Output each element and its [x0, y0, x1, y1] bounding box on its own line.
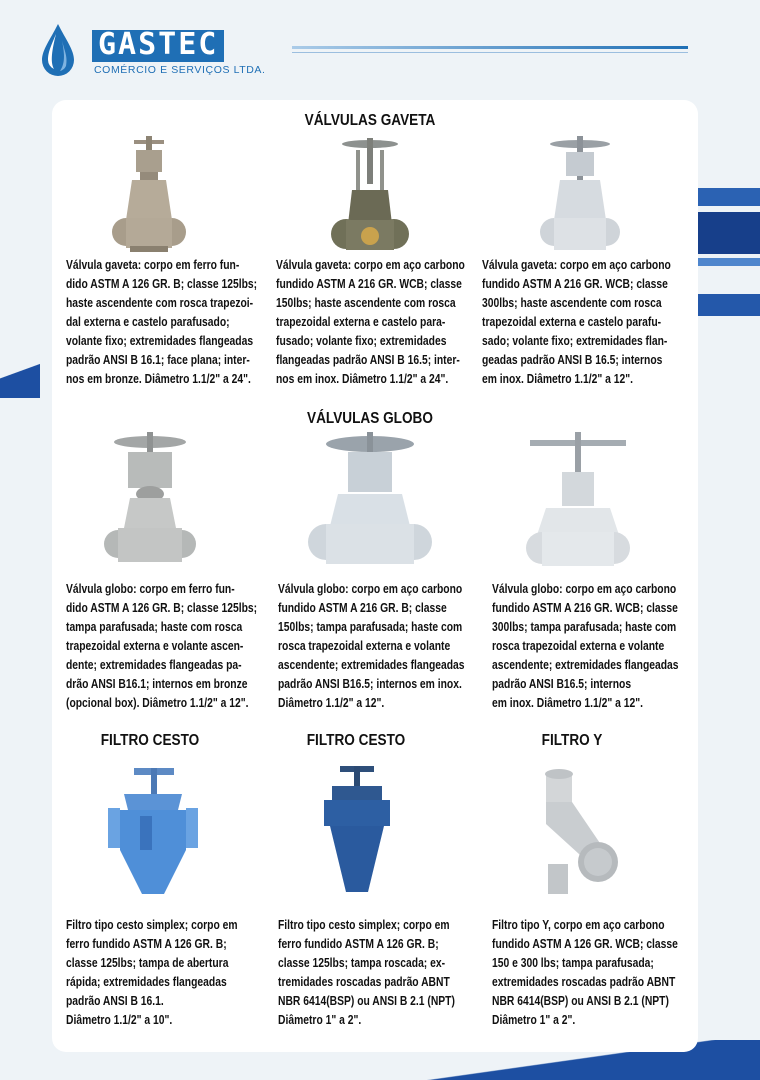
brand-logo: GASTEC	[92, 30, 224, 62]
product-description: Válvula globo: corpo em aço carbono fundido ASTM A 216 GR. B; classe 150lbs; tampa parafusada; haste com rosca trapezoidal externa e volante ascendente; extremidades flangeadas padrão ANSI B16.5; internos em inox. Diâmetro 1.1/2" a 12".	[278, 582, 465, 710]
section-title: FILTRO Y	[541, 732, 603, 749]
globe-valve-carbon-steel-150-icon	[308, 430, 432, 572]
y-strainer-icon	[532, 766, 624, 900]
product-description: Válvula globo: corpo em ferro fun- dido ASTM A 126 GR. B; classe 125lbs; tampa parafusada; haste com rosca trapezoidal externa e volante ascen- dente; extremidades flangeadas pa- drão ANSI B16.1; internos em bronze (opcional box). Diâmetro 1.1/2" a 12".	[66, 582, 258, 710]
water-drop-logo-icon	[40, 22, 76, 76]
gate-valve-carbon-steel-150-icon	[330, 138, 410, 256]
basket-strainer-flanged-icon	[104, 764, 202, 900]
product-description: Filtro tipo cesto simplex; corpo em ferro fundido ASTM A 126 GR. B; classe 125lbs; tampa de abertura rápida; extremidades flangeadas padrão ANSI B 16.1. Diâmetro 1.1/2" a 10".	[66, 918, 238, 1027]
section-title: FILTRO CESTO	[100, 732, 200, 749]
page-header	[0, 0, 760, 100]
product-description: Filtro tipo cesto simplex; corpo em ferro fundido ASTM A 126 GR. B; classe 125lbs; tampa roscada; ex- tremidades roscadas padrão ABNT NBR 6414(BSP) ou ANSI B 2.1 (NPT) Diâmetro 1" a 2".	[278, 918, 455, 1027]
header-rule	[292, 46, 688, 49]
decor-band-left	[0, 350, 40, 398]
product-description: Válvula globo: corpo em aço carbono fundido ASTM A 216 GR. WCB; classe 300lbs; tampa parafusada; haste com rosca trapezoidal externa e volante ascendente; extremidades flangeadas padrão ANSI B16.5; internos em inox. Diâmetro 1.1/2" a 12".	[492, 582, 679, 710]
product-description: Válvula gaveta: corpo em aço carbono fundido ASTM A 216 GR. WCB; classe 300lbs; haste ascendente com rosca trapezoidal externa e castelo parafu- sado; volante fixo; extremidades flan- geadas padrão ANSI B 16.5; internos em inox. Diâmetro 1.1/2" a 12".	[482, 258, 671, 386]
brand-subtitle: COMÉRCIO E SERVIÇOS LTDA.	[94, 64, 266, 76]
basket-strainer-threaded-icon	[322, 766, 392, 900]
section-title: VÁLVULAS GAVETA	[304, 112, 436, 129]
section-title: FILTRO CESTO	[306, 732, 406, 749]
product-description: Filtro tipo Y, corpo em aço carbono fundido ASTM A 126 GR. WCB; classe 150 e 300 lbs; tampa parafusada; extremidades roscadas padrão ABNT NBR 6414(BSP) ou ANSI B 2.1 (NPT) Diâmetro 1" a 2".	[492, 918, 678, 1027]
gate-valve-carbon-steel-300-icon	[540, 136, 620, 256]
globe-valve-carbon-steel-300-icon	[526, 432, 630, 572]
product-description: Válvula gaveta: corpo em aço carbono fundido ASTM A 216 GR. WCB; classe 150lbs; haste ascendente com rosca trapezoidal externa e castelo para- fusado; volante fixo; extremidades flangeadas padrão ANSI B 16.5; inter- nos em inox. Diâmetro 1.1/2" a 24".	[276, 258, 465, 386]
header-rule	[292, 52, 688, 53]
section-title: VÁLVULAS GLOBO	[307, 410, 433, 427]
globe-valve-cast-iron-icon	[104, 432, 196, 572]
product-description: Válvula gaveta: corpo em ferro fun- dido ASTM A 126 GR. B; classe 125lbs; haste ascendente com rosca trapezoi- dal externa e castelo parafusado; volante fixo; extremidades flangeadas padrão ANSI B 16.1; face plana; inter- nos em bronze. Diâmetro 1.1/2" a 24".	[66, 258, 258, 386]
gate-valve-cast-iron-icon	[112, 136, 186, 254]
